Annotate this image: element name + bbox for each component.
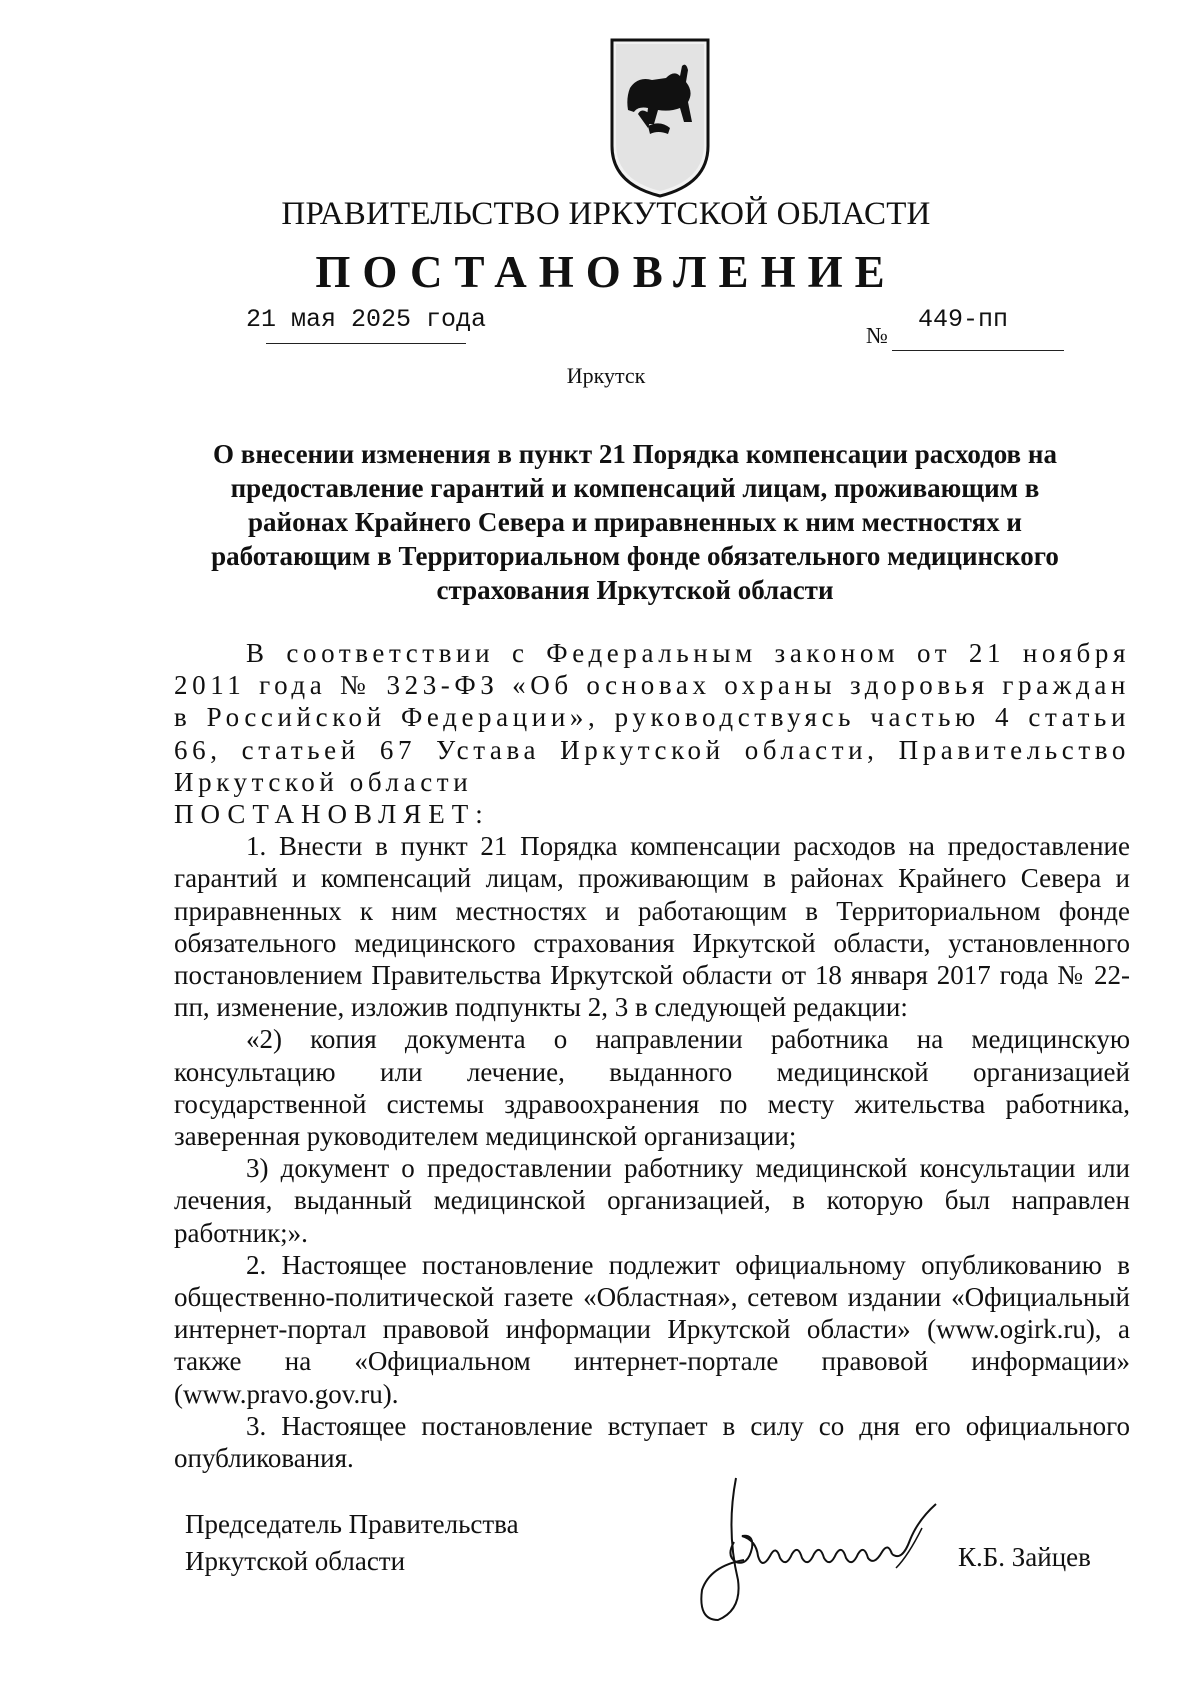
government-name: ПРАВИТЕЛЬСТВО ИРКУТСКОЙ ОБЛАСТИ [281, 196, 931, 232]
number-underline [892, 350, 1064, 351]
preamble-paragraph: В соответствии с Федеральным законом от 21 ноября 2011 года № 323-ФЗ «Об основах охраны здоровья граждан в Российской Федерации», руководствуясь частью 4 статьи 66, статьей 67 Устава Иркутской области, Правительство Иркутской области [174, 638, 1130, 797]
signer-position-line: Председатель Правительства [185, 1509, 519, 1539]
title-line: работающим в Территориальном фонде обязательного медицинского [211, 541, 1059, 571]
coat-of-arms-icon [608, 36, 712, 198]
city: Иркутск [566, 363, 646, 388]
title-line: страхования Иркутской области [436, 575, 834, 605]
date-underline [266, 343, 466, 344]
signer-position-line: Иркутской области [185, 1546, 406, 1576]
signer-name: К.Б. Зайцев [958, 1542, 1091, 1572]
title-line: районах Крайнего Севера и приравненных к ним местностях и [248, 507, 1022, 537]
document-number: 449-пп [918, 305, 1009, 334]
document-date: 21 мая 2025 года [246, 305, 487, 334]
title-line: предоставление гарантий и компенсаций лицам, проживающим в [230, 473, 1040, 503]
document-title [195, 437, 1075, 607]
document-body [174, 637, 1130, 1474]
clause-2: 2. Настоящее постановление подлежит официальному опубликованию в общественно-политической газете «Областная», сетевом издании «Официальный интернет-портал правовой информации Иркутской области» (www.ogirk.ru), а также на «Официальном интернет-портале правовой информации» (www.pravo.gov.ru). [174, 1249, 1130, 1409]
handwritten-signature [696, 1470, 958, 1630]
clause-1: 1. Внести в пункт 21 Порядка компенсации расходов на предоставление гарантий и компенсаций лицам, проживающим в районах Крайнего Севера и приравненных к ним местностях и работающим в Территориальном фонде обязательного медицинского страхования Иркутской области, установленного постановлением Правительства Иркутской области от 18 января 2017 года № 22-пп, изменение, изложив подпункты 2, 3 в следующей редакции: [174, 831, 1130, 1023]
subclause-3: 3) документ о предоставлении работнику медицинской консультации или лечения, выданный медицинской организацией, в которую был направлен работник;». [174, 1153, 1130, 1248]
signer-position [185, 1506, 519, 1580]
subclause-2: «2) копия документа о направлении работника на медицинскую консультацию или лечение, выданного медицинской организацией государственной системы здравоохранения по месту жительства работника, заверенная руководителем медицинской организации; [174, 1024, 1130, 1152]
document-type: ПОСТАНОВЛЕНИЕ [315, 247, 897, 297]
number-sign: № [866, 323, 888, 348]
title-line: О внесении изменения в пункт 21 Порядка компенсации расходов на [213, 439, 1057, 469]
decree-word: ПОСТАНОВЛЯЕТ: [174, 799, 490, 830]
clause-3: 3. Настоящее постановление вступает в силу со дня его официального опубликования. [174, 1410, 1130, 1474]
